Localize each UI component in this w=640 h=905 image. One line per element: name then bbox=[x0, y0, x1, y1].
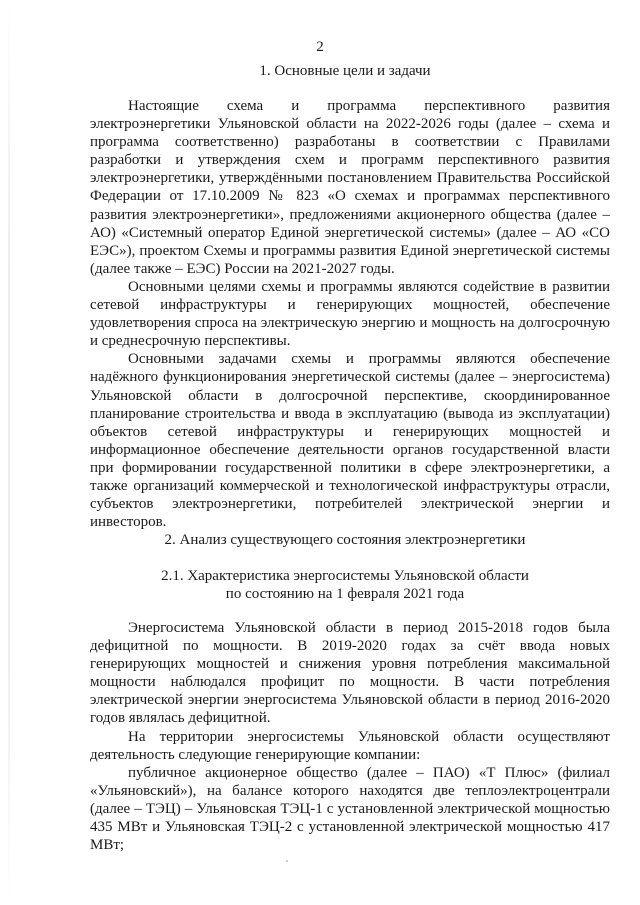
paragraph-goals: Основными целями схемы и программы являются содействие в развитии сетевой инфраструктуры и генерирующих мощностей, обеспечение удовлетворения спроса на электрическую энергию и мощность на долгосрочную и среднесрочную перспективы. bbox=[90, 278, 610, 350]
paragraph-t-plus: публичное акционерное общество (далее – ПАО) «Т Плюс» (филиал «Ульяновский»), на балансе которого находятся две теплоэлектроцентрали (далее – ТЭЦ) – Ульяновская ТЭЦ-1 с установленной электрической мощностью 435 МВт и Ульяновская ТЭЦ-2 с установленной электрической мощностью 417 МВт; bbox=[90, 764, 610, 854]
section-2-title: 2. Анализ существующего состояния электроэнергетики bbox=[164, 532, 526, 548]
paragraph-purpose: Настоящие схема и программа перспективного развития электроэнергетики Ульяновской области на 2022-2026 годы (далее – схема и программа соответственно) разработаны в соответствии с Правилами разработки и утверждения схем и программ перспективного развития электроэнергетики, утверждёнными постановлением Правительства Российской Федерации от 17.10.2009 № 823 «О схемах и программах перспективного развития электроэнергетики», предложениями акционерного общества (далее – АО) «Системный оператор Единой энергетической системы» (далее – АО «СО ЕЭС»), проектом Схемы и программы развития Единой энергетической системы (далее также – ЕЭС) России на 2021-2027 годы. bbox=[90, 98, 610, 277]
paragraph-energy-balance: Энергосистема Ульяновской области в период 2015-2018 годов была дефицитной по мощности. В 2019-2020 годах за счёт ввода новых генерирующих мощностей и снижения уровня потребления максимальной мощности наблюдался профицит по мощности. В части потребления электрической энергии энергосистема Ульяновской области в период 2016-2020 годов являлась дефицитной. bbox=[90, 620, 610, 727]
paragraph-generating-companies: На территории энергосистемы Ульяновской области осуществляют деятельность следующие генерирующие компании: bbox=[90, 728, 610, 763]
page-number: 2 bbox=[316, 39, 324, 55]
scan-edge-shadow bbox=[8, 0, 10, 905]
section-1-body bbox=[90, 97, 610, 531]
paragraph-tasks: Основными задачами схемы и программы являются обеспечение надёжного функционирования энергетической системы (далее – энергосистема) Ульяновской области в долгосрочной перспективе, скоординированное планирование строительства и ввода в эксплуатацию (вывода из эксплуатации) объектов сетевой инфраструктуры и генерирующих мощностей и информационное обеспечение деятельности органов государственной власти при формировании государственной политики в сфере электроэнергетики, а также организаций коммерческой и технологической инфраструктуры отрасли, субъектов электроэнергетики, потребителей электрической энергии и инвесторов. bbox=[90, 351, 610, 531]
subsection-2-1-title-line-2: по состоянию на 1 февраля 2021 года bbox=[225, 586, 465, 602]
subsection-2-1-title-line-1: 2.1. Характеристика энергосистемы Ульяновской области bbox=[161, 568, 529, 584]
section-2-body bbox=[90, 619, 610, 854]
section-1-title: 1. Основные цели и задачи bbox=[259, 63, 431, 79]
scan-speck bbox=[286, 860, 288, 862]
